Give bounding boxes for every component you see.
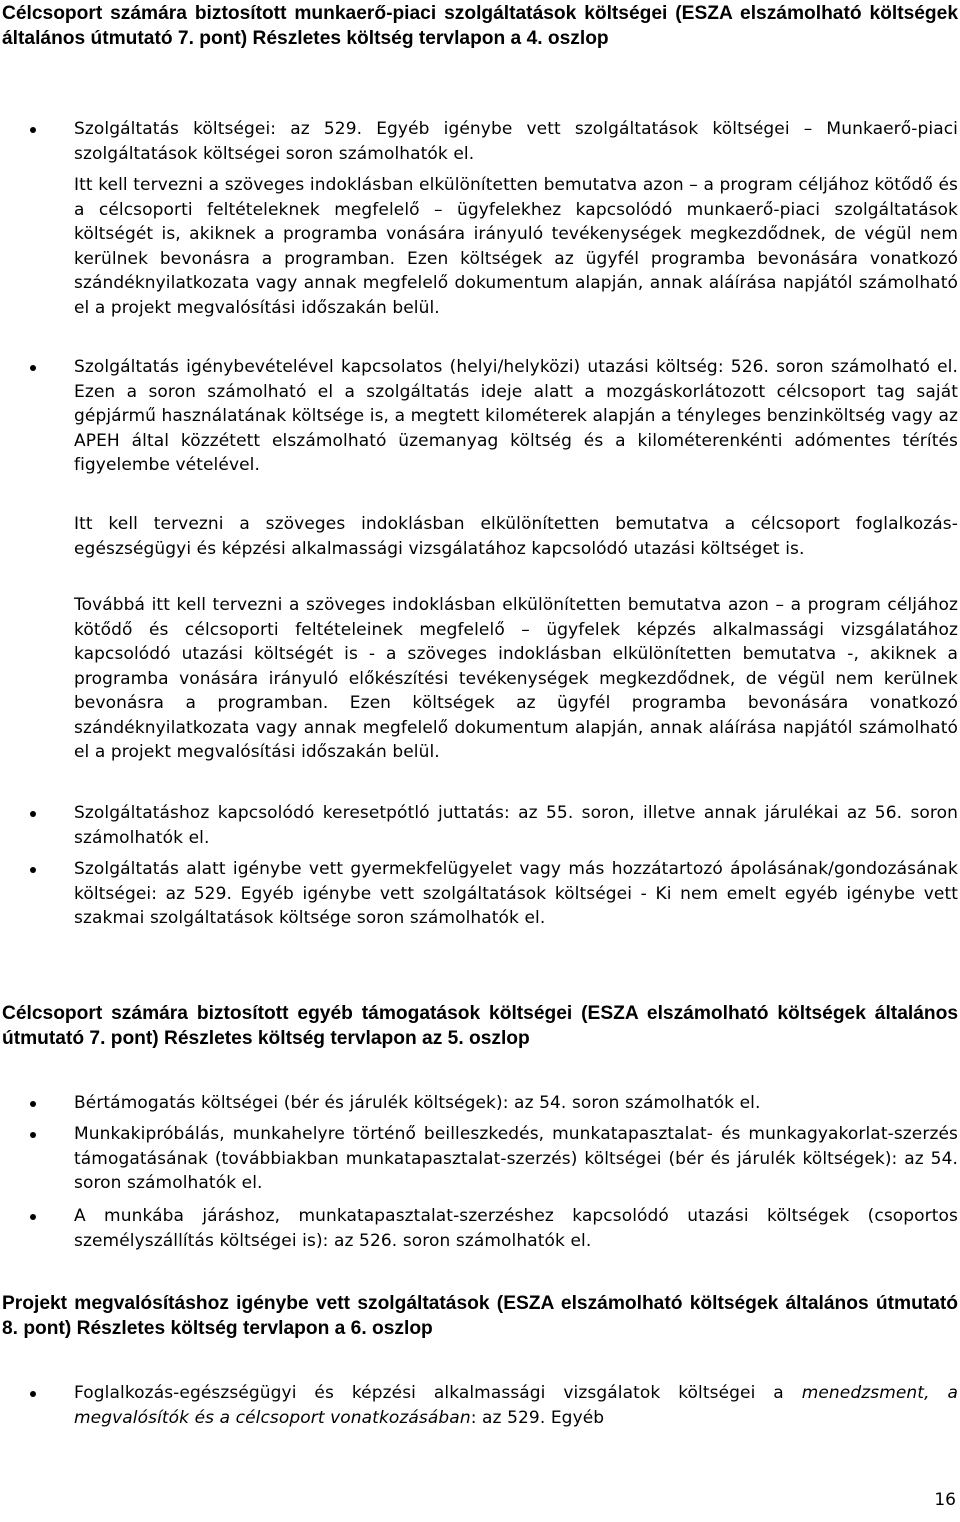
- list-item: [74, 355, 958, 478]
- paragraph: Továbbá itt kell tervezni a szöveges indoklásban elkülönítetten bemutatva azon – a program céljához kötődő és célcsoporti feltételeinek megfelelő – ügyfelek képzés alkalmassági vizsgálatához kapcsolódó utazási költségét is - a szöveges indoklásban elkülönítetten bemutatva -, akiknek a programba vonására irányuló előkészítési tevékenységek megkezdődnek, de végül nem kerülnek bevonásra a programban. Ezen költségek az ügyfél programba bevonására vonatkozó szándéknyilatkozata vagy annak megfelelő dokumentum alapján, annak aláírása napjától számolható el a projekt megvalósítási időszakán belül.: [74, 595, 958, 762]
- bullet-icon: [30, 1101, 36, 1107]
- bullet-icon: [30, 1214, 36, 1220]
- list-item-text: Szolgáltatás alatt igénybe vett gyermekfelügyelet vagy más hozzátartozó ápolásának/gondozásának költségei: az 529. Egyéb igénybe vett szolgáltatások költségei - Ki nem emelt egyéb igénybe vett szakmai szolgáltatások költsége soron számolhatók el.: [74, 859, 958, 928]
- list-item-text: Szolgáltatás költségei: az 529. Egyéb igénybe vett szolgáltatások költségei – Munkaerő-piaci szolgáltatások költségei soron számolhatók el.: [74, 119, 958, 164]
- list-item-text: Szolgáltatás igénybevételével kapcsolatos (helyi/helyközi) utazási költség: 526. soron számolható el. Ezen a soron számolható el a szolgáltatás ideje alatt a mozgáskorlátozott célcsoport tag saját gépjármű használatának költsége is, a megtett kilométerek alapján a tényleges benzinköltség vagy az APEH által közzétett elszámolható üzemanyag költség és a kilométerenkénti adómentes térítés figyelembe vételével.: [74, 357, 958, 475]
- list-item-text: Munkakipróbálás, munkahelyre történő beilleszkedés, munkatapasztalat- és munkagyakorlat-szerzés támogatásának (továbbiakban munkatapasztalat-szerzés) költségei (bér és járulék költségek): az 54. soron számolhatók el.: [74, 1124, 958, 1193]
- list-item: [74, 117, 958, 166]
- bullet-icon: [30, 365, 36, 371]
- bullet-icon: [30, 127, 36, 133]
- list-item: [74, 1122, 958, 1196]
- section-heading-other-support: Célcsoport számára biztosított egyéb támogatások költségei (ESZA elszámolható költségek általános útmutató 7. pont) Részletes költség tervlapon az 5. oszlop: [2, 1003, 958, 1049]
- bullet-icon: [30, 811, 36, 817]
- page-number: 16: [934, 1490, 956, 1510]
- list-item-text-end: : az 529. Egyéb: [470, 1407, 605, 1428]
- paragraph: Itt kell tervezni a szöveges indoklásban elkülönítetten bemutatva a célcsoport foglalkozás-egészségügyi és képzési alkalmassági vizsgálatához kapcsolódó utazási költséget is.: [74, 514, 958, 559]
- bullet-icon: [30, 1132, 36, 1138]
- paragraph: Itt kell tervezni a szöveges indoklásban elkülönítetten bemutatva azon – a program céljához kötődő és a célcsoporti feltételeknek megfelelő – ügyfelekhez kapcsolódó munkaerő-piaci szolgáltatások költségét is, akiknek a programba vonására irányuló tevékenységek megkezdődnek, de végül nem kerülnek bevonásra a programban. Ezen költségek az ügyfél programba bevonására vonatkozó szándéknyilatkozata vagy annak megfelelő dokumentum alapján, annak aláírása napjától számolható el a projekt megvalósítási időszakán belül.: [74, 175, 958, 318]
- section-heading-project-services: Projekt megvalósításhoz igénybe vett szolgáltatások (ESZA elszámolható költségek általános útmutató 8. pont) Részletes költség tervlapon a 6. oszlop: [2, 1293, 958, 1339]
- section-heading-labour-market-services: Célcsoport számára biztosított munkaerő-piaci szolgáltatások költségei (ESZA elszámolható költségek általános útmutató 7. pont) Részletes költség tervlapon a 4. oszlop: [2, 3, 958, 49]
- list-item-text: Foglalkozás-egészségügyi és képzési alkalmassági vizsgálatok költségei a: [74, 1383, 802, 1403]
- list-item-text: A munkába járáshoz, munkatapasztalat-szerzéshez kapcsolódó utazási költségek (csoportos személyszállítás költségei is): az 526. soron számolhatók el.: [74, 1206, 958, 1251]
- list-item-text: Szolgáltatáshoz kapcsolódó keresetpótló juttatás: az 55. soron, illetve annak járulékai az 56. soron számolhatók el.: [74, 803, 958, 848]
- list-item: [74, 801, 958, 850]
- list-item: [74, 1204, 958, 1253]
- list-item-italic-text: menedzsment, a megvalósítók és a célcsoport vonatkozásában: [74, 1383, 958, 1428]
- list-item-text: Bértámogatás költségei (bér és járulék költségek): az 54. soron számolhatók el.: [74, 1093, 761, 1113]
- bullet-icon: [30, 1391, 36, 1397]
- list-item: [74, 1091, 958, 1116]
- bullet-icon: [30, 867, 36, 873]
- list-item: [74, 1381, 958, 1430]
- list-item: [74, 857, 958, 931]
